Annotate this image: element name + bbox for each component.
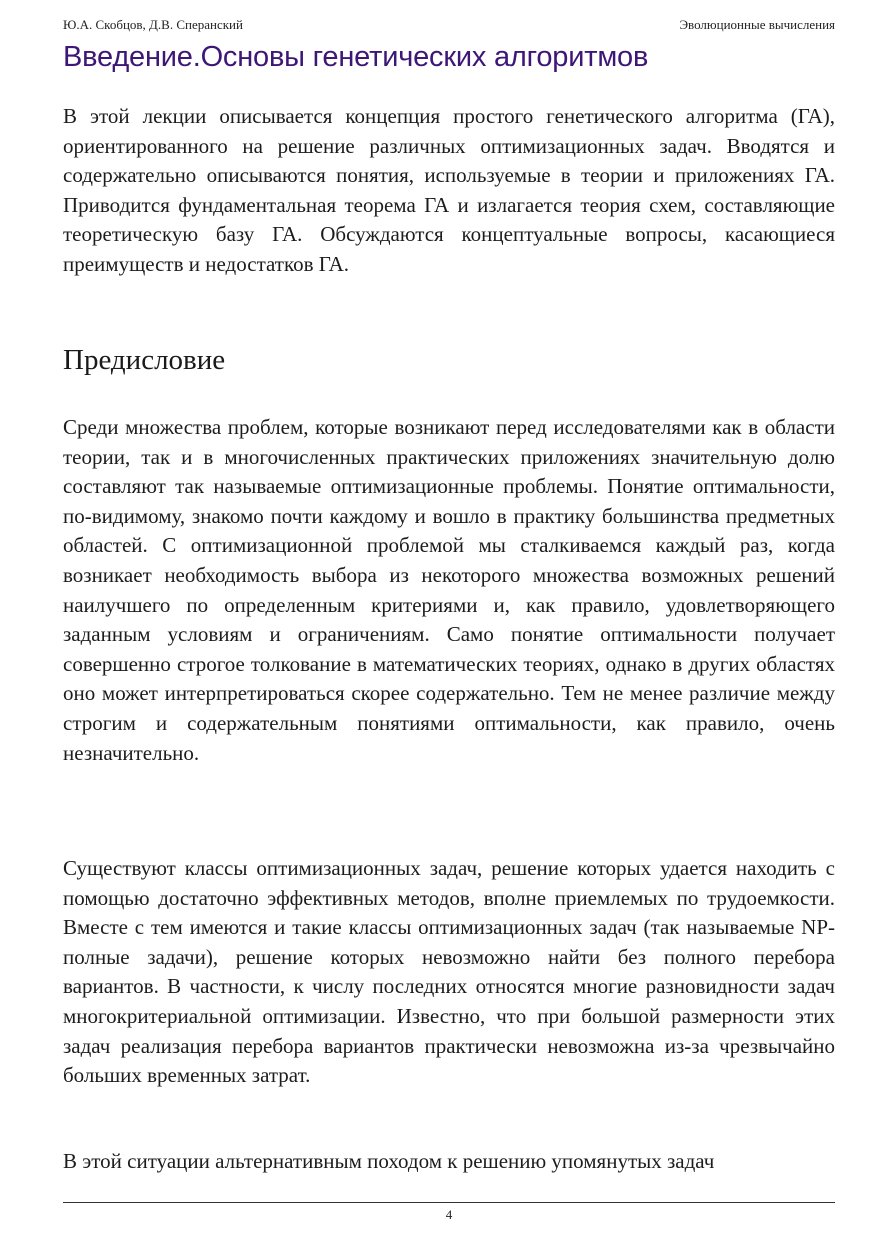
running-header (63, 16, 835, 34)
chapter-title: Введение.Основы генетических алгоритмов (63, 41, 649, 73)
body-paragraph-2: Существуют классы оптимизационных задач, решение которых удается находить с помощью достаточно эффективных методов, вполне приемлемых по трудоемкости. Вместе с тем имеются и такие классы оптимизационных задач (так называемые NP- полные задачи), решение которых невозможно найти без полного перебора вариантов. В частности, к числу последних относятся многие разновидности задач многокритериальной оптимизации. Известно, что при большой размерности этих задач реализация перебора вариантов практически невозможна из-за чрезвычайно больших временных затрат. (63, 856, 835, 1088)
page-number: 4 (445, 1207, 453, 1222)
header-book-title: Эволюционные вычисления (679, 17, 835, 32)
header-authors: Ю.А. Скобцов, Д.В. Сперанский (63, 17, 243, 32)
body-paragraph-3: В этой ситуации альтернативным походом к решению упомянутых задач (63, 1149, 715, 1173)
section-heading: Предисловие (63, 344, 226, 376)
body-paragraph-1: Среди множества проблем, которые возникают перед исследователями как в области теории, так и в многочисленных практических приложениях значительную долю составляют так называемые оптимизационные проблемы. Понятие оптимальности, по-видимому, знакомо почти каждому и вошло в практику большинства предметных областей. С оптимизационной проблемой мы сталкиваемся каждый раз, когда возникает необходимость выбора из некоторого множества возможных решений наилучшего по определенным критериями и, как правило, удовлетворяющего заданным условиям и ограничениям. Само понятие оптимальности получает совершенно строгое толкование в математических теориях, однако в других областях оно может интерпретироваться скорее содержательно. Тем не менее различие между строгим и содержательным понятиями оптимальности, как правило, очень незначительно. (63, 415, 835, 765)
document-page (63, 0, 835, 1241)
abstract-paragraph: В этой лекции описывается концепция простого генетического алгоритма (ГА), ориентированного на решение различных оптимизационных задач. Вводятся и содержательно описываются понятия, используемые в теории и приложениях ГА. Приводится фундаментальная теорема ГА и излагается теория схем, составляющие теоретическую базу ГА. Обсуждаются концептуальные вопросы, касающиеся преимуществ и недостатков ГА. (63, 104, 835, 276)
footer-divider (63, 1202, 835, 1203)
